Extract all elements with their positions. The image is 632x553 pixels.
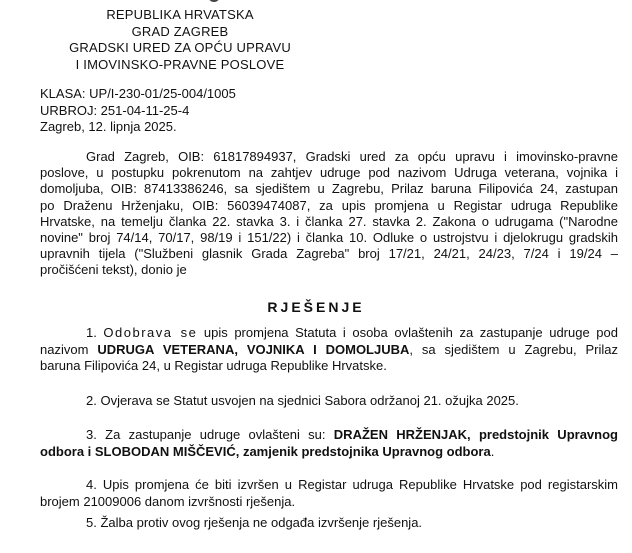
item-3-representative-1: DRAŽEN HRŽENJAK, predstojnik Upravnog	[333, 427, 618, 442]
association-name: UDRUGA VETERANA, VOJNIKA I DOMOLJUBA	[97, 341, 410, 357]
header-office: GRADSKI URED ZA OPĆU UPRAVU	[69, 40, 291, 55]
intro-line: Hrvatske, na temelju članka 22. stavka 3. i članka 27. stavka 2. Zakona o udrugama ("Narodne	[40, 213, 618, 229]
intro-line: domoljuba, OIB: 87413386246, sa sjedištem u Zagrebu, Prilaz baruna Filipovića 24, zastupan	[40, 181, 618, 197]
intro-line: novine" broj 74/14, 70/17, 98/19 i 151/22) i članka 10. Odluke o ustrojstvu i djelokrugu gradskih	[40, 230, 618, 246]
intro-line: upravnih tijela ("Službeni glasnik Grada Zagreba" broj 17/21, 24/21, 24/23, 7/24 i 19/24 –	[40, 246, 618, 262]
item-3	[40, 427, 618, 460]
coat-of-arms-icon	[208, 0, 220, 2]
klasa: KLASA: UP/I-230-01/25-004/1005	[40, 86, 236, 101]
item-1-spaced: Odobrava se	[103, 325, 198, 340]
item-3-pre: 3. Za zastupanje udruge ovlašteni su:	[86, 427, 326, 442]
header-country: REPUBLIKA HRVATSKA	[106, 7, 254, 22]
item-2-text: 2. Ovjerava se Statut usvojen na sjednici Sabora održanoj 21. ožujka 2025.	[86, 393, 519, 408]
document-date: Zagreb, 12. lipnja 2025.	[40, 119, 177, 134]
item-3-representative-2: odbora i SLOBODAN MIŠČEVIĆ, zamjenik predstojnika Upravnog odbora	[40, 443, 491, 459]
item-1-post: , sa sjedištem u Zagrebu, Prilaz	[409, 341, 618, 357]
item-4	[40, 477, 618, 510]
item-4-line2: brojem 21009006 danom izvršnosti rješenja.	[40, 493, 296, 509]
item-5	[40, 515, 618, 532]
item-5-text: 5. Žalba protiv ovog rješenja ne odgađa izvršenje rješenja.	[86, 515, 423, 530]
item-4-line1: 4. Upis promjena će biti izvršen u Registar udruga Republike Hrvatske pod registarskim	[86, 477, 618, 492]
intro-line: pročišćeni tekst), donio je	[40, 262, 187, 278]
urbroj: URBROJ: 251-04-11-25-4	[40, 102, 190, 118]
item-1-pre: nazivom	[40, 341, 89, 357]
item-1-text: upis promjena Statuta i osoba ovlaštenih za zastupanje udruge pod	[203, 325, 618, 340]
decision-title: RJEŠENJE	[267, 299, 365, 315]
item-1-number: 1.	[86, 325, 97, 340]
intro-line: poslove, u postupku pokrenutom na zahtjev udruge pod nazivom Udruga veterana, vojnika i	[40, 165, 618, 181]
item-2	[40, 393, 618, 410]
item-3-post: .	[490, 443, 495, 459]
document-meta	[40, 86, 236, 136]
intro-line: Grad Zagreb, OIB: 61817894937, Gradski ured za opću upravu i imovinsko-pravne	[86, 149, 618, 164]
intro-line: po Draženu Hrženjaku, OIB: 56039474087, za upis promjena u Registar udruga Republike	[40, 197, 618, 213]
item-1-line3: baruna Filipovića 24, u Registar udruga Republike Hrvatske.	[40, 358, 387, 373]
header-office-cont: I IMOVINSKO-PRAVNE POSLOVE	[75, 56, 285, 72]
item-1	[40, 325, 618, 375]
intro-paragraph	[40, 149, 618, 279]
issuer-header	[60, 7, 300, 73]
header-city: GRAD ZAGREB	[131, 23, 229, 39]
